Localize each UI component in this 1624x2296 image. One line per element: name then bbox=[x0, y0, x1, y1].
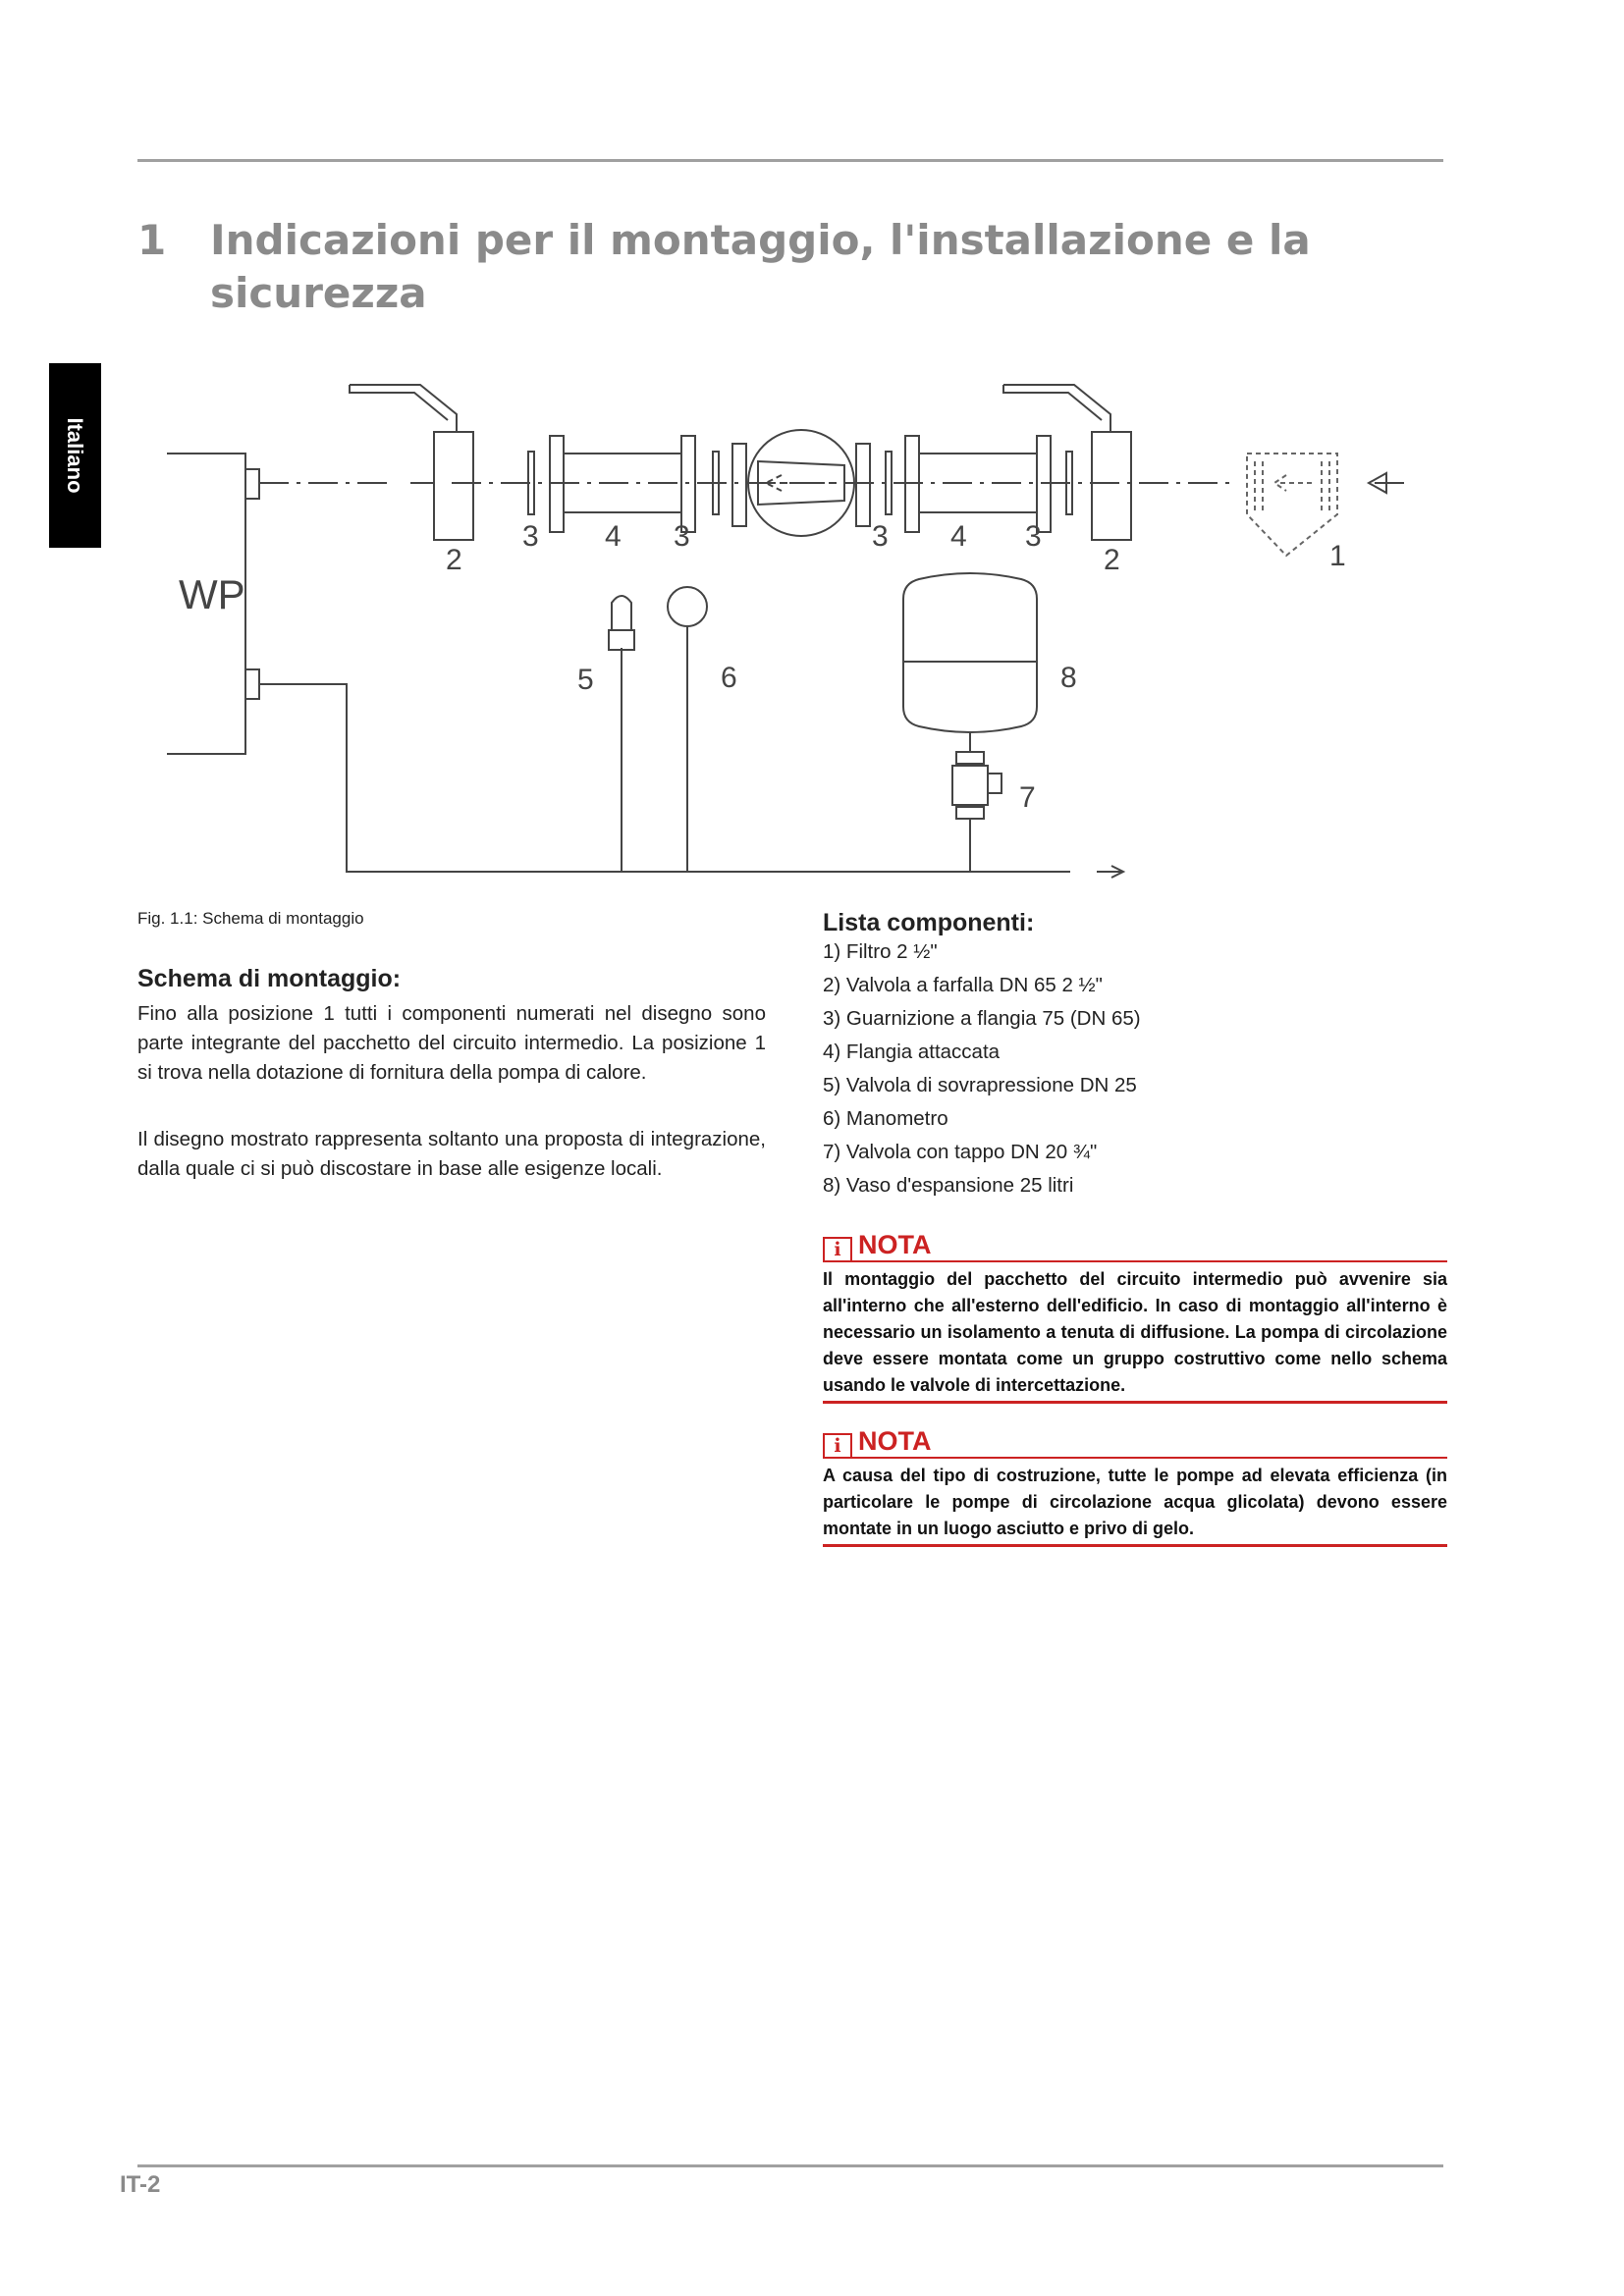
label-8: 8 bbox=[1060, 662, 1077, 694]
pump-flange-left bbox=[732, 444, 746, 526]
assembly-paragraph-1: Fino alla posizione 1 tutti i componenti numerati nel disegno sono parte integrante del pacchetto del circuito intermedio. La posizione 1 si trova nella dotazione di fornitura della pompa di calore. bbox=[137, 1002, 766, 1084]
relief-valve-base bbox=[609, 630, 634, 650]
cap-valve bbox=[952, 766, 988, 805]
gasket-1 bbox=[528, 452, 534, 514]
label-3-a: 3 bbox=[522, 520, 539, 553]
label-1: 1 bbox=[1329, 540, 1346, 572]
gasket-3 bbox=[886, 452, 892, 514]
component-item: 6) Manometro bbox=[823, 1107, 948, 1130]
chapter-title bbox=[137, 214, 1316, 320]
components-heading: Lista componenti: bbox=[823, 909, 1035, 936]
flow-in-arrow bbox=[1369, 473, 1404, 493]
note-header bbox=[823, 1425, 1447, 1459]
pressure-relief-valve bbox=[612, 596, 631, 630]
note-title: NOTA bbox=[858, 1230, 932, 1259]
chapter-number: 1 bbox=[137, 216, 167, 264]
component-item: 3) Guarnizione a flangia 75 (DN 65) bbox=[823, 1007, 1141, 1030]
component-item: 4) Flangia attaccata bbox=[823, 1041, 1001, 1063]
label-3-c: 3 bbox=[872, 520, 889, 553]
note-text: A causa del tipo di costruzione, tutte le pompe ad elevata efficienza (in particolare le pompe di circolazione acqua glicolata) devono essere montate in un luogo asciutto e privo di gelo. bbox=[823, 1463, 1447, 1547]
note-header bbox=[823, 1229, 1447, 1262]
label-4-a: 4 bbox=[605, 520, 622, 553]
note-text: Il montaggio del pacchetto del circuito intermedio può avvenire sia all'interno che all'esterno dell'edificio. In caso di montaggio all'interno è necessario un isolamento a tenuta di diffusione. La pompa di circolazione deve essere montata come un gruppo costruttivo come nello schema usando le valvole di intercettazione. bbox=[823, 1266, 1447, 1404]
language-tab bbox=[49, 363, 101, 548]
label-2-left: 2 bbox=[446, 544, 462, 576]
filter bbox=[1247, 454, 1337, 556]
installation-diagram bbox=[157, 363, 1434, 893]
language-tab-label: Italiano bbox=[63, 417, 87, 494]
note-title: NOTA bbox=[858, 1426, 932, 1456]
heat-pump-label: WP bbox=[179, 571, 245, 617]
label-6: 6 bbox=[721, 662, 737, 694]
pump-flange-right bbox=[856, 444, 870, 526]
assembly-heading: Schema di montaggio: bbox=[137, 965, 402, 992]
flow-out-arrow bbox=[1097, 866, 1123, 878]
page-number: IT-2 bbox=[120, 2171, 161, 2198]
component-item: 2) Valvola a farfalla DN 65 2 ½" bbox=[823, 974, 1103, 996]
cap-valve-bottom bbox=[956, 807, 984, 819]
valve-handle-left bbox=[350, 385, 457, 432]
expansion-vessel bbox=[903, 573, 1037, 732]
header-rule bbox=[137, 159, 1443, 162]
manometer bbox=[668, 587, 707, 626]
chapter-title-line2: sicurezza bbox=[210, 269, 427, 317]
component-item: 5) Valvola di sovrapressione DN 25 bbox=[823, 1074, 1137, 1096]
label-3-b: 3 bbox=[674, 520, 690, 553]
component-item: 8) Vaso d'espansione 25 litri bbox=[823, 1174, 1074, 1197]
footer-rule bbox=[137, 2164, 1443, 2167]
label-5: 5 bbox=[577, 664, 594, 696]
component-item: 7) Valvola con tappo DN 20 ¾" bbox=[823, 1141, 1098, 1163]
figure-caption: Fig. 1.1: Schema di montaggio bbox=[137, 909, 364, 928]
label-3-d: 3 bbox=[1025, 520, 1042, 553]
label-2-right: 2 bbox=[1104, 544, 1120, 576]
valve-handle-right bbox=[1003, 385, 1110, 432]
return-pipe-line bbox=[259, 684, 1070, 872]
info-icon: i bbox=[823, 1433, 852, 1457]
pump-direction-arrow bbox=[766, 475, 835, 491]
wp-port-bottom bbox=[245, 669, 259, 699]
cap-valve-side bbox=[988, 774, 1001, 793]
assembly-paragraph-2: Il disegno mostrato rappresenta soltanto una proposta di integrazione, dalla quale ci si può discostare in base alle esigenze locali. bbox=[137, 1128, 766, 1180]
butterfly-valve-right bbox=[1092, 432, 1131, 540]
butterfly-valve-left bbox=[434, 432, 473, 540]
chapter-title-line1: Indicazioni per il montaggio, l'installazione e la bbox=[210, 216, 1311, 264]
wp-port-top bbox=[245, 469, 259, 499]
components-list bbox=[823, 938, 1432, 1205]
info-icon: i bbox=[823, 1237, 852, 1260]
component-item: 1) Filtro 2 ½" bbox=[823, 940, 938, 963]
note-box bbox=[823, 1425, 1447, 1547]
label-4-b: 4 bbox=[950, 520, 967, 553]
note-box bbox=[823, 1229, 1447, 1404]
cap-valve-top bbox=[956, 752, 984, 764]
label-7: 7 bbox=[1019, 781, 1036, 814]
